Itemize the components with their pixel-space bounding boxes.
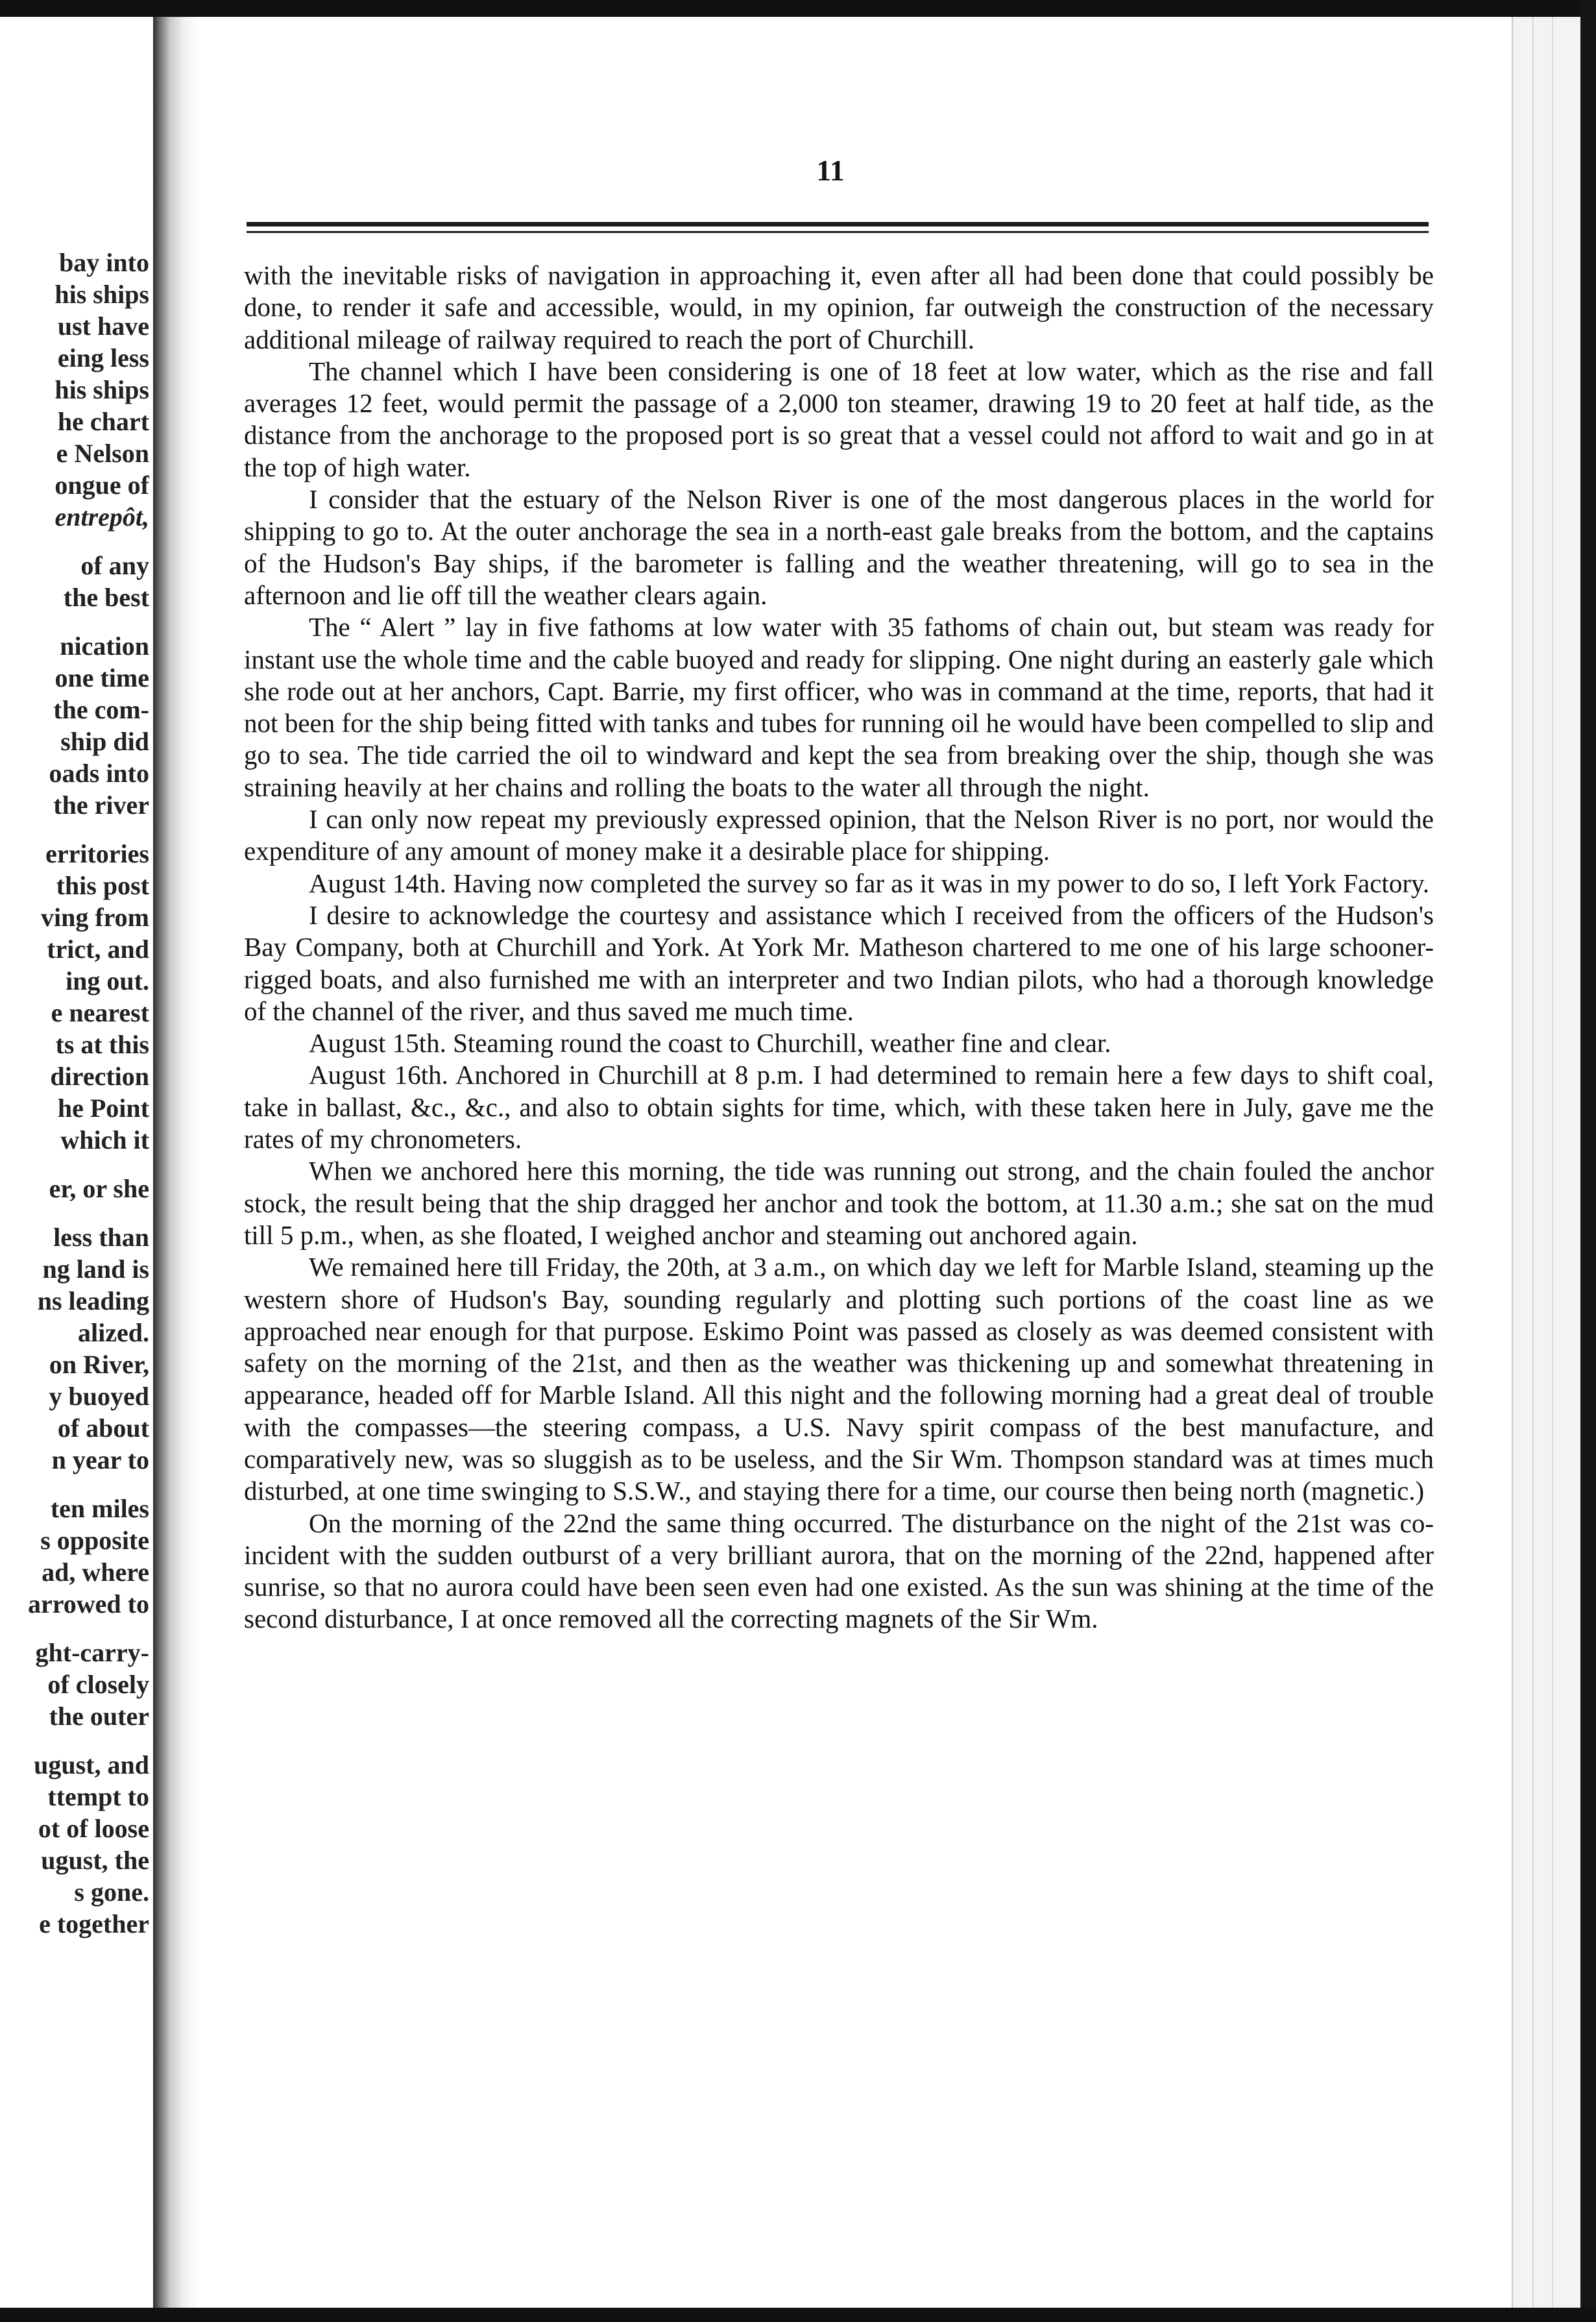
left-fragment-gap: [0, 1732, 149, 1749]
left-fragment-line: ght-carry-: [35, 1638, 149, 1667]
left-fragment-line: e nearest: [51, 998, 149, 1027]
book-gutter-shadow: [153, 17, 199, 2308]
left-fragment-line: his ships: [54, 280, 149, 309]
left-fragment-gap: [0, 821, 149, 838]
left-fragment-gap: [0, 1204, 149, 1221]
left-fragment-line: s gone.: [74, 1877, 149, 1907]
left-fragment-line: ving from: [40, 903, 149, 932]
left-fragment-line: less than: [53, 1223, 149, 1252]
left-fragment-line: which it: [60, 1125, 149, 1155]
left-fragment-line: ttempt to: [47, 1782, 149, 1811]
paragraph: On the morning of the 22nd the same thing occurred. The disturbance on the night of the 21st was co-incident with the sudden outburst of a very brilliant aurora, that on the morning of the 22nd, happened after sunrise, so that no aurora could have been seen even had one existed. As the sun was shining at the time of the second disturbance, I at once removed all the correcting magnets of the Sir Wm.: [244, 1508, 1434, 1634]
left-fragment-line: trict, and: [47, 935, 149, 964]
header-rule-thick: [247, 222, 1429, 226]
left-fragment-gap: [0, 1620, 149, 1637]
left-fragment-line: ugust, and: [34, 1750, 149, 1779]
left-fragment-line: ing out.: [66, 966, 149, 996]
left-fragment-line: alized.: [78, 1318, 149, 1347]
left-fragment-line: of closely: [47, 1670, 149, 1699]
paragraph: The “ Alert ” lay in five fathoms at low water with 35 fathoms of chain out, but steam was ready for instant use the whole time and the cable buoyed and ready for slipping. One night during an easterly gale which she rode out at her anchors, Capt. Barrie, my first officer, who was in command at the time, reports, that had it not been for the ship being fitted with tanks and tubes for running oil he would have been compelled to slip and go to sea. The tide carried the oil to windward and kept the sea from breaking over the ship, though she was straining heavily at her chains and rolling the boats to the water all through the night.: [244, 612, 1434, 802]
left-fragment-line: n year to: [51, 1445, 149, 1474]
left-fragment-line: ten miles: [50, 1494, 149, 1523]
left-fragment-line: ship did: [60, 727, 149, 756]
scan-border-top: [0, 0, 1596, 17]
left-fragment-line: ns leading: [37, 1286, 149, 1315]
left-fragment-line: ugust, the: [41, 1846, 149, 1875]
left-fragment-line: the river: [53, 790, 149, 820]
left-fragment-gap: [0, 1156, 149, 1173]
left-fragment-line: eing less: [57, 343, 149, 373]
paragraph: with the inevitable risks of navigation in approaching it, even after all had been done that could possibly be done, to render it safe and accessible, would, in my opinion, far outweigh the construction of the necessary additional mileage of railway required to reach the port of Churchill.: [244, 260, 1434, 354]
left-fragment-line: ts at this: [55, 1030, 149, 1059]
left-fragment-line: er, or she: [49, 1174, 149, 1203]
facing-page-fragment: [0, 247, 149, 1940]
left-fragment-line: ot of loose: [38, 1814, 149, 1843]
left-fragment-line: direction: [50, 1062, 149, 1091]
left-fragment-line: ad, where: [42, 1558, 149, 1587]
left-fragment-line: oads into: [49, 759, 149, 788]
left-fragment-line: the com-: [53, 695, 149, 724]
left-fragment-line: nication: [60, 631, 149, 661]
scan-border-bottom: [0, 2308, 1596, 2322]
paragraph: I desire to acknowledge the courtesy and assistance which I received from the officers of the Hudson's Bay Company, both at Churchill and York. At York Mr. Matheson chartered to me one of his large schooner-rigged boats, and also furnished me with an interpreter and two Indian pilots, who had a thorough knowledge of the channel of the river, and thus saved me much time.: [244, 899, 1434, 1026]
left-fragment-line: he chart: [57, 407, 149, 436]
left-fragment-line: his ships: [54, 375, 149, 404]
left-fragment-line: of any: [80, 551, 149, 580]
paragraph: August 16th. Anchored in Churchill at 8 p.m. I had determined to remain here a few days to shift coal, take in ballast, &c., &c., and also to obtain sights for time, which, with these taken here in July, gave me the rates of my chronometers.: [244, 1060, 1434, 1155]
paragraph: August 15th. Steaming round the coast to Churchill, weather fine and clear.: [309, 1028, 1111, 1058]
paragraph: I consider that the estuary of the Nelson River is one of the most dangerous places in the world for shipping to go to. At the outer anchorage the sea in a north-east gale breaks from the bottom, and the captains of the Hudson's Bay ships, if the barometer is falling and the weather threatening, will go to sea in the afternoon and lie off till the weather clears again.: [244, 484, 1434, 610]
page-stack-edge: [1512, 17, 1580, 2308]
left-fragment-line: this post: [56, 871, 149, 900]
left-fragment-line: y buoyed: [49, 1382, 149, 1411]
left-fragment-line: erritories: [45, 839, 149, 868]
left-fragment-line: arrowed to: [28, 1589, 149, 1619]
left-fragment-gap: [0, 1476, 149, 1493]
left-fragment-gap: [0, 533, 149, 550]
left-fragment-line: one time: [54, 663, 149, 692]
left-fragment-line: e Nelson: [56, 439, 149, 468]
left-fragment-line: he Point: [57, 1094, 149, 1123]
paragraph: I can only now repeat my previously expressed opinion, that the Nelson River is no port, nor would the expenditure of any amount of money make it a desirable place for shipping.: [244, 804, 1434, 866]
header-rule-thin: [247, 231, 1429, 233]
page-number: 11: [816, 154, 845, 187]
paragraph: We remained here till Friday, the 20th, at 3 a.m., on which day we left for Marble Island, steaming up the western shore of Hudson's Bay, sounding regularly and plotting such portions of the coast line as we approached near enough for that purpose. Eskimo Point was passed as closely as was deemed consistent with safety on the morning of the 21st, and then as the weather was thickening up and somewhat threatening in appearance, headed off for Marble Island. All this night and the following morning had a great deal of trouble with the compasses—the steering compass, a U.S. Navy spirit compass of the best manufacture, and comparatively new, was so sluggish as to be useless, and the Sir Wm. Thompson standard was at times much disturbed, at one time swinging to S.S.W., and staying there for a time, our course then being north (magnetic.): [244, 1252, 1434, 1506]
left-fragment-line: of about: [57, 1413, 149, 1443]
paragraph: When we anchored here this morning, the tide was running out strong, and the chain fouled the anchor stock, the result being that the ship dragged her anchor and took the bottom, at 11.30 a.m.; she sat on the mud till 5 p.m., when, as she floated, I weighed anchor and steaming out anchored again.: [244, 1156, 1434, 1250]
left-fragment-line: bay into: [59, 248, 149, 277]
paragraph: August 14th. Having now completed the survey so far as it was in my power to do so, I left York Factory.: [309, 868, 1430, 898]
left-fragment-line: ust have: [57, 312, 149, 341]
scan-border-right: [1579, 0, 1596, 2322]
left-fragment-line: ng land is: [42, 1254, 149, 1284]
paragraph: The channel which I have been considering is one of 18 feet at low water, which as the rise and fall averages 12 feet, would permit the passage of a 2,000 ton steamer, drawing 19 to 20 feet at half tide, as the distance from the anchorage to the proposed port is so great that a vessel could not afford to wait and go in at the top of high water.: [244, 356, 1434, 482]
left-fragment-line: the outer: [49, 1702, 149, 1731]
left-fragment-line: s opposite: [40, 1526, 149, 1555]
left-fragment-line: entrepôt,: [54, 502, 149, 532]
left-fragment-line: ongue of: [54, 471, 149, 500]
left-fragment-gap: [0, 613, 149, 630]
left-fragment-line: on River,: [49, 1350, 149, 1379]
left-fragment-line: the best: [63, 583, 149, 612]
page-body-text: [244, 260, 1434, 1635]
left-fragment-line: e together: [39, 1909, 149, 1938]
